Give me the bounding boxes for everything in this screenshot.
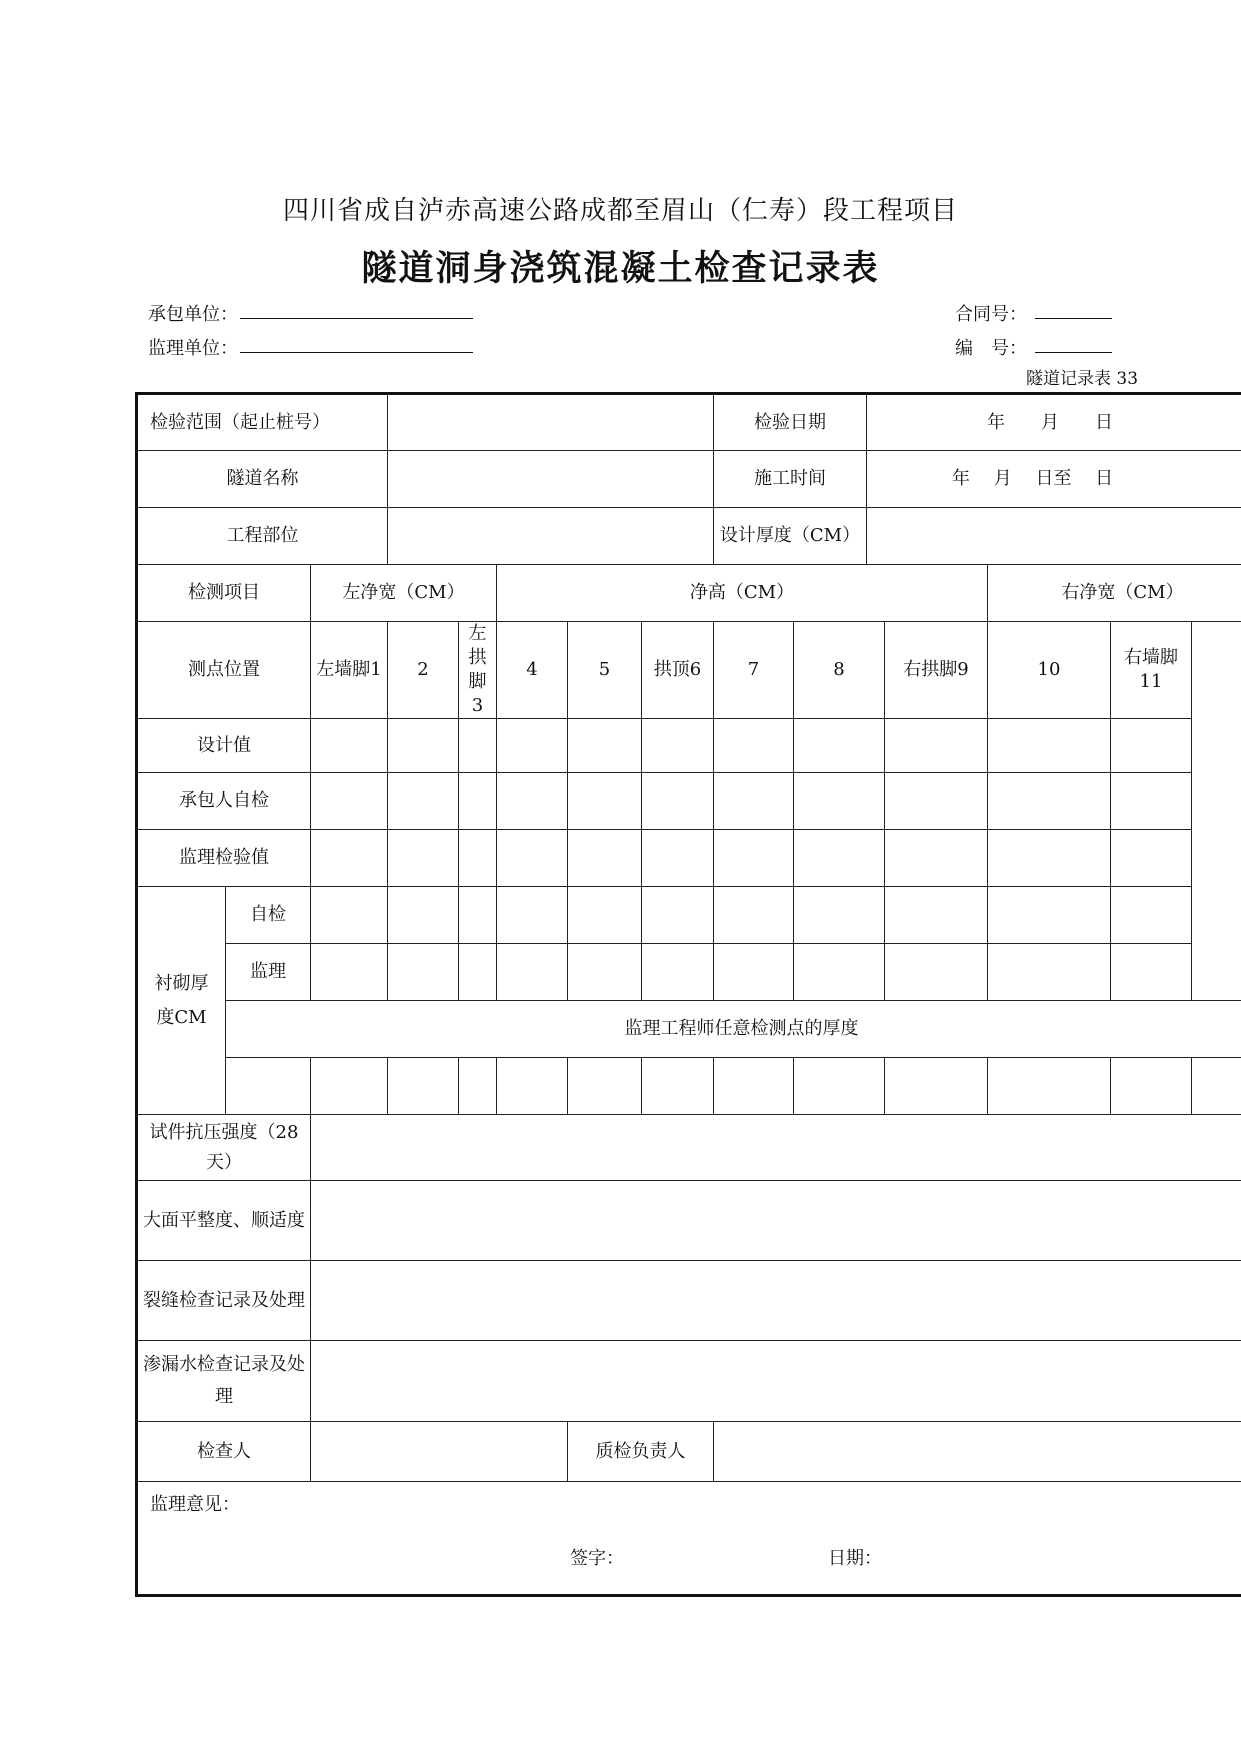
data-cell[interactable] <box>459 830 497 887</box>
serial-no-label: 编 号： <box>955 338 1027 359</box>
data-cell[interactable] <box>714 944 794 1001</box>
point-7: 7 <box>714 622 794 719</box>
right-width-label: 右净宽（CM） <box>988 565 1241 622</box>
supervisor-label: 监理单位： <box>148 338 238 359</box>
data-cell[interactable] <box>1111 887 1192 944</box>
strength-cell[interactable] <box>311 1115 1241 1181</box>
data-cell[interactable] <box>1111 1058 1192 1115</box>
data-cell[interactable] <box>988 830 1111 887</box>
serial-no-field[interactable] <box>1035 352 1112 353</box>
data-cell[interactable] <box>388 719 459 773</box>
point-6: 拱顶6 <box>642 622 714 719</box>
data-cell[interactable] <box>642 830 714 887</box>
data-cell[interactable] <box>988 1058 1111 1115</box>
data-cell[interactable] <box>568 944 642 1001</box>
data-cell[interactable] <box>459 773 497 830</box>
range-value-cell[interactable] <box>388 394 714 451</box>
form-number: 隧道记录表 33 <box>1026 369 1139 389</box>
contract-no-label: 合同号： <box>955 304 1027 325</box>
data-cell[interactable] <box>642 719 714 773</box>
seepage-cell[interactable] <box>311 1341 1241 1422</box>
data-cell[interactable] <box>794 773 885 830</box>
strength-label: 试件抗压强度（28天） <box>137 1115 311 1181</box>
seepage-label: 渗漏水检查记录及处理 <box>137 1341 311 1422</box>
supervisor-field[interactable] <box>240 352 473 353</box>
data-cell[interactable] <box>885 719 988 773</box>
data-cell[interactable] <box>885 773 988 830</box>
data-cell[interactable] <box>568 773 642 830</box>
point-9: 右拱脚9 <box>885 622 988 719</box>
part-label: 工程部位 <box>137 508 388 565</box>
constr-time-label: 施工时间 <box>714 451 867 508</box>
data-cell[interactable] <box>1111 830 1192 887</box>
part-cell[interactable] <box>388 508 714 565</box>
insp-date-label: 检验日期 <box>714 394 867 451</box>
data-cell[interactable] <box>459 887 497 944</box>
opinion-cell[interactable] <box>137 1482 1241 1596</box>
data-cell[interactable] <box>1111 944 1192 1001</box>
point-5: 5 <box>568 622 642 719</box>
point-position-row <box>137 622 1241 719</box>
data-cell[interactable] <box>988 719 1111 773</box>
clear-height-label: 净高（CM） <box>497 565 988 622</box>
data-cell[interactable] <box>794 944 885 1001</box>
data-cell[interactable] <box>642 887 714 944</box>
data-cell[interactable] <box>988 944 1111 1001</box>
data-cell[interactable] <box>568 887 642 944</box>
data-cell[interactable] <box>714 719 794 773</box>
data-cell[interactable] <box>388 944 459 1001</box>
data-cell[interactable] <box>459 1058 497 1115</box>
data-cell[interactable] <box>794 1058 885 1115</box>
data-cell[interactable] <box>642 773 714 830</box>
self-check-label: 自检 <box>226 887 311 944</box>
date-label: 日期： <box>828 1548 882 1569</box>
opinion-label: 监理意见： <box>150 1494 240 1515</box>
data-cell[interactable] <box>714 1058 794 1115</box>
supervisor-check-label: 监理检验值 <box>137 830 311 887</box>
data-cell[interactable] <box>497 1058 568 1115</box>
data-cell[interactable] <box>1111 773 1192 830</box>
data-cell[interactable] <box>794 887 885 944</box>
form-title: 隧道洞身浇筑混凝土检查记录表 <box>361 248 880 289</box>
data-cell[interactable] <box>988 773 1111 830</box>
data-cell[interactable] <box>1192 1058 1241 1115</box>
data-cell[interactable] <box>388 887 459 944</box>
data-cell[interactable] <box>642 1058 714 1115</box>
data-cell[interactable] <box>714 830 794 887</box>
data-cell[interactable] <box>497 944 568 1001</box>
sign-label: 签字： <box>570 1548 624 1569</box>
data-cell[interactable] <box>885 944 988 1001</box>
data-cell[interactable] <box>497 830 568 887</box>
lining-thickness-label: 衬砌厚度CM <box>137 887 226 1115</box>
data-cell[interactable] <box>794 719 885 773</box>
data-cell[interactable] <box>459 944 497 1001</box>
flatness-cell[interactable] <box>311 1181 1241 1261</box>
data-cell[interactable] <box>988 887 1111 944</box>
contractor-field[interactable] <box>240 318 473 319</box>
qc-label: 质检负责人 <box>568 1422 714 1482</box>
data-cell[interactable] <box>568 830 642 887</box>
data-cell[interactable] <box>714 773 794 830</box>
data-cell[interactable] <box>388 773 459 830</box>
data-cell[interactable] <box>311 887 388 944</box>
contractor-check-row <box>137 773 1241 830</box>
contractor-check-label: 承包人自检 <box>137 773 311 830</box>
point-2: 2 <box>388 622 459 719</box>
constr-time-value[interactable]: 年 月 日至 日 <box>867 451 1241 508</box>
project-title: 四川省成自泸赤高速公路成都至眉山（仁寿）段工程项目 <box>282 196 958 226</box>
insp-date-value[interactable]: 年 月 日 <box>867 394 1241 451</box>
point-10: 10 <box>988 622 1111 719</box>
data-cell[interactable] <box>459 719 497 773</box>
lining-self-row <box>137 887 1241 944</box>
data-cell[interactable] <box>311 830 388 887</box>
data-cell[interactable] <box>885 887 988 944</box>
inspector-cell[interactable] <box>311 1422 568 1482</box>
tunnel-name-label: 隧道名称 <box>137 451 388 508</box>
flatness-label: 大面平整度、顺适度 <box>137 1181 311 1261</box>
inspector-label: 检查人 <box>137 1422 311 1482</box>
point-11: 右墙脚11 <box>1111 622 1192 719</box>
point-8: 8 <box>794 622 885 719</box>
supervision-label: 监理 <box>226 944 311 1001</box>
data-cell[interactable] <box>226 1058 311 1115</box>
design-thickness-label: 设计厚度（CM） <box>714 508 867 565</box>
point-pos-label: 测点位置 <box>137 622 311 719</box>
data-cell[interactable] <box>311 944 388 1001</box>
crack-cell[interactable] <box>311 1261 1241 1341</box>
data-cell[interactable] <box>497 887 568 944</box>
data-cell[interactable] <box>568 1058 642 1115</box>
data-cell[interactable] <box>885 1058 988 1115</box>
point-4: 4 <box>497 622 568 719</box>
test-item-label: 检测项目 <box>137 565 311 622</box>
supervisor-check-row <box>137 830 1241 887</box>
random-points-row <box>137 1058 1241 1115</box>
tunnel-name-cell[interactable] <box>388 451 714 508</box>
data-cell[interactable] <box>497 719 568 773</box>
lining-supervision-row <box>137 944 1241 1001</box>
design-value-label: 设计值 <box>137 719 311 773</box>
contract-no-field[interactable] <box>1035 318 1112 319</box>
inspection-table <box>135 392 1241 1597</box>
data-cell[interactable] <box>714 887 794 944</box>
design-value-row <box>137 719 1241 773</box>
data-cell[interactable] <box>885 830 988 887</box>
qc-cell[interactable] <box>714 1422 1241 1482</box>
data-cell[interactable] <box>497 773 568 830</box>
data-cell[interactable] <box>1111 719 1192 773</box>
data-cell[interactable] <box>311 1058 388 1115</box>
random-points-label: 监理工程师任意检测点的厚度 <box>226 1001 1241 1058</box>
point-3: 左拱脚3 <box>459 622 497 719</box>
data-cell[interactable] <box>311 719 388 773</box>
data-cell[interactable] <box>388 830 459 887</box>
data-cell[interactable] <box>311 773 388 830</box>
design-thickness-cell[interactable] <box>867 508 1241 565</box>
data-cell[interactable] <box>568 719 642 773</box>
contractor-label: 承包单位： <box>148 304 238 325</box>
left-width-label: 左净宽（CM） <box>311 565 497 622</box>
range-label: 检验范围（起止桩号） <box>137 394 388 451</box>
point-1: 左墙脚1 <box>311 622 388 719</box>
data-cell[interactable] <box>388 1058 459 1115</box>
data-cell[interactable] <box>642 944 714 1001</box>
crack-label: 裂缝检查记录及处理 <box>137 1261 311 1341</box>
data-cell[interactable] <box>794 830 885 887</box>
